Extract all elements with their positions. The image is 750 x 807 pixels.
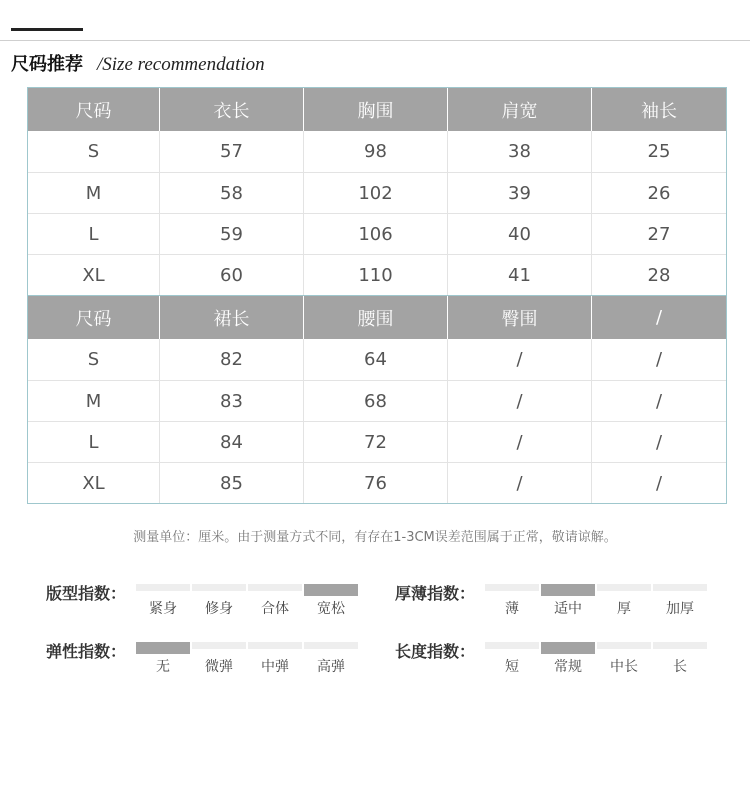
measurement-cell: 83	[159, 381, 303, 421]
length-option-0	[485, 642, 539, 676]
measurement-cell: /	[591, 463, 726, 503]
scale-bar	[192, 584, 246, 591]
length-index-label: 长度指数：	[395, 642, 476, 661]
column-header: 尺码	[75, 100, 112, 122]
scale-option-label: 宽松	[317, 601, 345, 617]
scale-bar	[597, 642, 651, 649]
scale-option-label: 加厚	[666, 601, 694, 617]
measurement-cell: /	[447, 463, 591, 503]
measurement-cell: 60	[159, 255, 303, 295]
header-accent-bar	[11, 28, 83, 31]
measurement-cell: 82	[159, 339, 303, 380]
section-title	[11, 50, 265, 76]
scale-option-label: 常规	[554, 659, 582, 675]
measurement-cell: 39	[447, 173, 591, 213]
scale-bar	[541, 584, 595, 596]
scale-option-label: 修身	[205, 601, 233, 617]
measurement-cell: 85	[159, 463, 303, 503]
column-header: 腰围	[303, 296, 447, 339]
column-header: 肩宽	[447, 88, 591, 131]
scale-option-label: 长	[673, 659, 687, 675]
table-row	[28, 254, 726, 295]
fit-option-3-selected	[304, 584, 358, 618]
thickness-option-0	[485, 584, 539, 618]
measurement-cell: 106	[303, 214, 447, 254]
measurement-cell: 40	[447, 214, 591, 254]
size-cell: S	[87, 141, 100, 162]
fit-index-label: 版型指数：	[46, 584, 127, 603]
table-row	[28, 380, 726, 421]
fit-option-1	[192, 584, 246, 618]
size-cell: XL	[82, 264, 105, 286]
scale-option-label: 中长	[610, 659, 638, 675]
thickness-option-2	[597, 584, 651, 618]
measurement-cell: 26	[591, 173, 726, 213]
scale-bar	[304, 584, 358, 596]
elasticity-option-3	[304, 642, 358, 676]
column-header: 臀围	[447, 296, 591, 339]
scale-bar	[541, 642, 595, 654]
scale-option-label: 中弹	[261, 659, 289, 675]
scale-option-label: 微弹	[205, 659, 233, 675]
top-size-section	[28, 88, 726, 295]
thickness-index-scale	[485, 584, 709, 618]
scale-option-label: 紧身	[149, 601, 177, 617]
scale-bar	[485, 584, 539, 591]
table-row	[28, 213, 726, 254]
scale-option-label: 薄	[505, 601, 519, 617]
table-row	[28, 339, 726, 380]
size-cell: M	[85, 390, 102, 412]
column-header: 裙长	[159, 296, 303, 339]
measurement-cell: 102	[303, 173, 447, 213]
fit-index	[46, 584, 360, 618]
measurement-cell: 27	[591, 214, 726, 254]
measurement-cell: 25	[591, 131, 726, 172]
measurement-cell: 41	[447, 255, 591, 295]
column-header: 胸围	[303, 88, 447, 131]
measurement-cell: /	[591, 339, 726, 380]
measurement-cell: 38	[447, 131, 591, 172]
scale-bar	[653, 584, 707, 591]
elasticity-option-2	[248, 642, 302, 676]
thickness-index	[395, 584, 709, 618]
elasticity-index-label: 弹性指数：	[46, 642, 127, 661]
thickness-option-3	[653, 584, 707, 618]
column-header: 衣长	[159, 88, 303, 131]
scale-option-label: 合体	[261, 601, 289, 617]
scale-bar	[248, 642, 302, 649]
table-row	[28, 421, 726, 462]
scale-bar	[597, 584, 651, 591]
measurement-cell: /	[447, 381, 591, 421]
size-table	[27, 87, 727, 504]
table-header-row	[28, 88, 726, 131]
header-divider	[0, 40, 750, 41]
measurement-cell: 68	[303, 381, 447, 421]
measurement-cell: 72	[303, 422, 447, 462]
scale-bar	[136, 584, 190, 591]
measurement-cell: 57	[159, 131, 303, 172]
title-chinese: 尺码推荐	[11, 54, 83, 75]
elasticity-option-1	[192, 642, 246, 676]
measurement-cell: /	[447, 339, 591, 380]
measurement-cell: 84	[159, 422, 303, 462]
measurement-cell: 64	[303, 339, 447, 380]
scale-option-label: 高弹	[317, 659, 345, 675]
scale-bar	[653, 642, 707, 649]
measurement-cell: /	[447, 422, 591, 462]
length-index-scale	[485, 642, 709, 676]
scale-bar	[304, 642, 358, 649]
table-row	[28, 172, 726, 213]
scale-option-label: 厚	[617, 601, 631, 617]
scale-bar	[485, 642, 539, 649]
fit-index-scale	[136, 584, 360, 618]
size-cell: M	[85, 182, 102, 204]
scale-option-label: 短	[505, 659, 519, 675]
measurement-cell: 58	[159, 173, 303, 213]
title-english: /Size recommendation	[97, 54, 265, 75]
size-cell: S	[87, 349, 100, 370]
scale-option-label: 无	[156, 659, 170, 675]
length-option-1-selected	[541, 642, 595, 676]
measurement-cell: 76	[303, 463, 447, 503]
elasticity-index-scale	[136, 642, 360, 676]
thickness-option-1-selected	[541, 584, 595, 618]
column-header: 袖长	[591, 88, 726, 131]
table-row	[28, 462, 726, 503]
measurement-cell: 98	[303, 131, 447, 172]
table-row	[28, 131, 726, 172]
measurement-cell: /	[591, 381, 726, 421]
measurement-cell: 59	[159, 214, 303, 254]
column-header: 尺码	[75, 308, 112, 330]
length-option-3	[653, 642, 707, 676]
measurement-note: 测量单位：厘米。由于测量方式不同，有存在1-3CM误差范围属于正常，敬请谅解。	[133, 530, 617, 545]
scale-bar	[136, 642, 190, 654]
thickness-index-label: 厚薄指数：	[395, 584, 476, 603]
elasticity-option-0-selected	[136, 642, 190, 676]
size-cell: L	[88, 223, 99, 245]
scale-option-label: 适中	[554, 601, 582, 617]
size-cell: XL	[82, 472, 105, 494]
measurement-cell: 110	[303, 255, 447, 295]
scale-bar	[192, 642, 246, 649]
bottom-size-section	[28, 295, 726, 503]
elasticity-index	[46, 642, 360, 676]
fit-option-2	[248, 584, 302, 618]
measurement-cell: 28	[591, 255, 726, 295]
size-cell: L	[88, 431, 99, 453]
fit-option-0	[136, 584, 190, 618]
measurement-cell: /	[591, 422, 726, 462]
table-header-row	[28, 296, 726, 339]
column-header: /	[591, 296, 726, 339]
scale-bar	[248, 584, 302, 591]
length-option-2	[597, 642, 651, 676]
length-index	[395, 642, 709, 676]
